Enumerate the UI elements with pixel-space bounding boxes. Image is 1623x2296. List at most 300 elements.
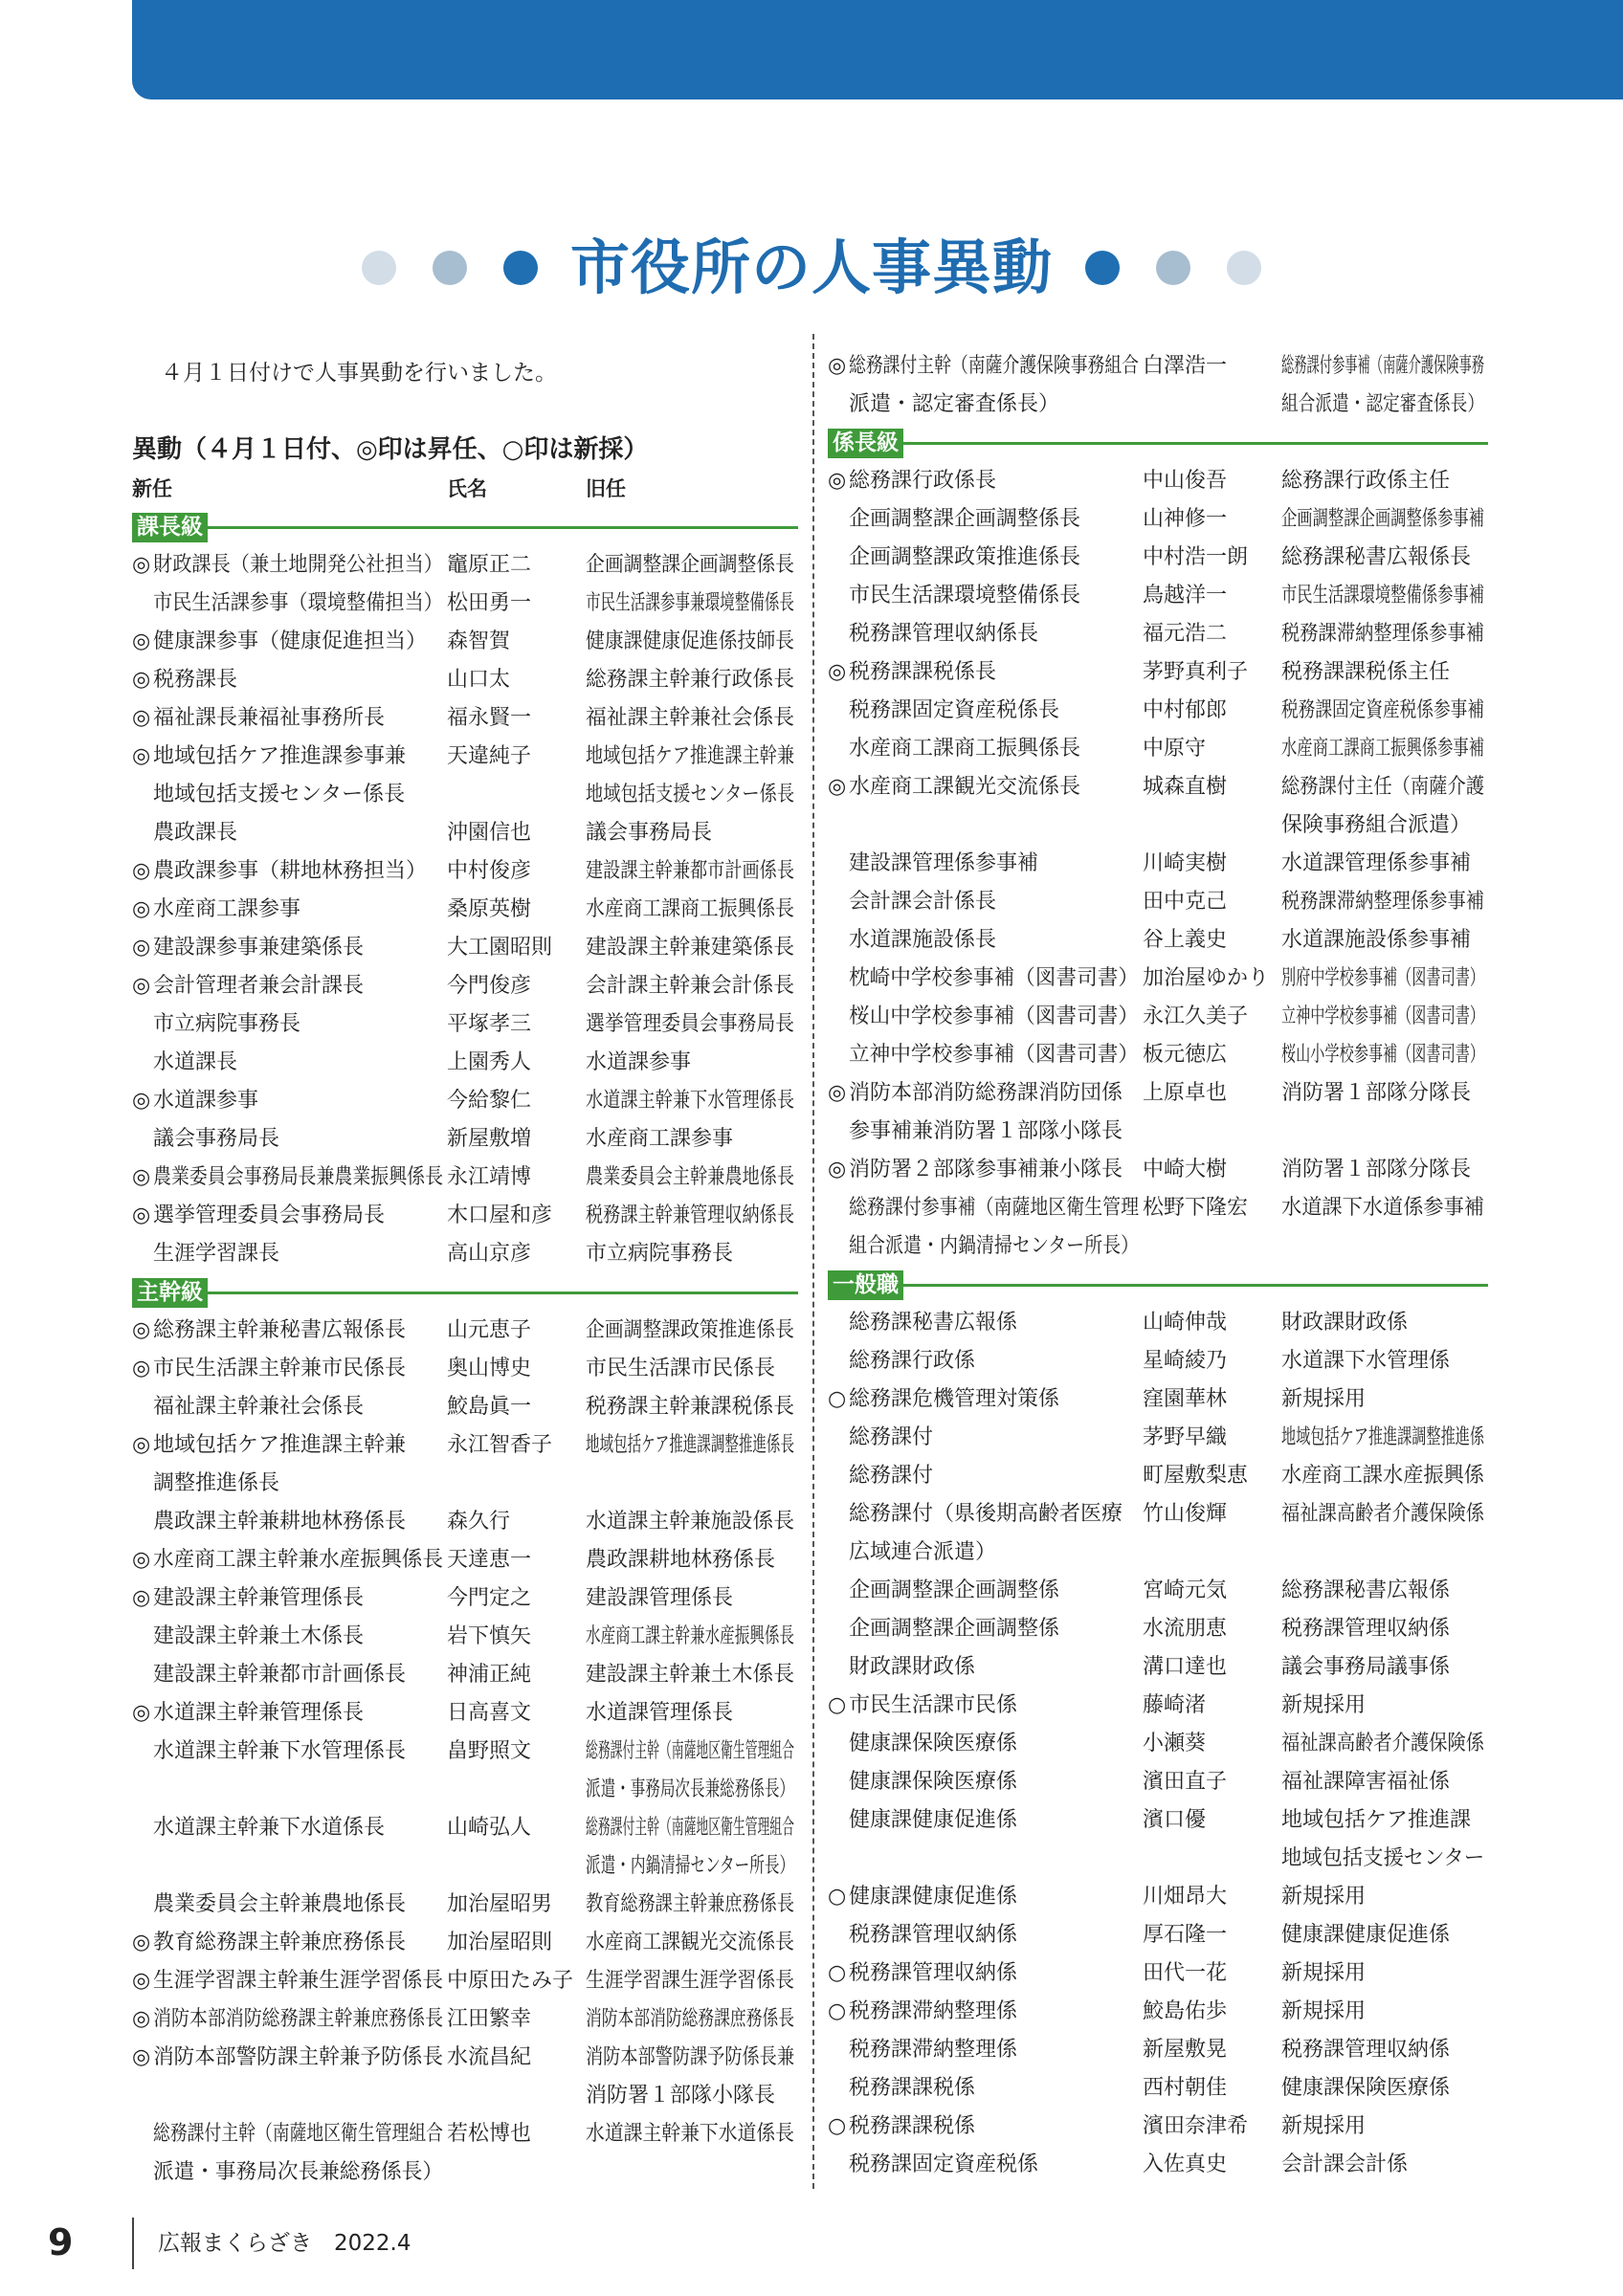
old-position-text: 企画調整課政策推進係長 xyxy=(586,1318,795,1342)
old-position-line xyxy=(586,738,798,776)
personnel-row xyxy=(132,1886,798,1924)
person-name: 中村俊彦 xyxy=(447,859,532,883)
new-position-text: 消防本部警防課主幹兼予防係長 xyxy=(153,2045,444,2069)
new-position-text: 教育総務課主幹兼庶務係長 xyxy=(153,1931,407,1954)
new-position-line xyxy=(828,1457,1143,1495)
old-position-line xyxy=(1281,2069,1488,2108)
old-position-line xyxy=(1281,1304,1488,1342)
name-line xyxy=(1143,1342,1281,1380)
new-position-line xyxy=(132,1924,447,1962)
person-name: 加治屋ゆかり xyxy=(1143,966,1270,990)
old-position-text: 水道課管理係参事補 xyxy=(1281,851,1472,875)
name-line xyxy=(447,1159,586,1197)
old-position-text: 地域包括ケア推進課 xyxy=(1281,1808,1472,1832)
name xyxy=(1143,1457,1281,1495)
new-position xyxy=(132,623,447,661)
old-position-text: 福祉課障害福祉係 xyxy=(1281,1770,1451,1794)
old-position-text: 地域包括支援センター xyxy=(1281,1846,1485,1870)
name xyxy=(1143,768,1281,806)
personnel-row xyxy=(828,1342,1488,1380)
old-position-text: 税務課管理収納係 xyxy=(1281,1617,1451,1641)
new-position xyxy=(132,1656,447,1694)
person-name: 木口屋和彦 xyxy=(447,1203,553,1227)
old-position xyxy=(1281,1380,1488,1419)
rank-mark: ○ xyxy=(828,1387,847,1411)
personnel-row xyxy=(132,1082,798,1120)
old-position xyxy=(1281,1993,1488,2031)
personnel-row xyxy=(828,845,1488,883)
name-line xyxy=(447,1082,586,1120)
old-position-line xyxy=(1281,960,1488,998)
old-position xyxy=(1281,2069,1488,2108)
old-position xyxy=(586,1044,798,1082)
old-position-line xyxy=(586,929,798,967)
old-position xyxy=(1281,500,1488,539)
old-position xyxy=(1281,1342,1488,1380)
personnel-row xyxy=(828,653,1488,692)
personnel-row xyxy=(828,1954,1488,1993)
name xyxy=(447,623,586,661)
person-name: 永江智香子 xyxy=(447,1433,553,1457)
new-position-text: 農業委員会事務局長兼農業振興係長 xyxy=(153,1165,444,1189)
personnel-row xyxy=(828,539,1488,577)
new-position-line xyxy=(132,852,447,891)
old-position-text: 会計課主幹兼会計係長 xyxy=(586,974,795,998)
name xyxy=(1143,1878,1281,1916)
old-position-text: 税務課主幹兼課税係長 xyxy=(586,1395,795,1419)
new-position-text: 健康課健康促進係 xyxy=(849,1885,1018,1909)
old-position-line xyxy=(586,1886,798,1924)
column-header-new: 新任 xyxy=(132,477,172,500)
name xyxy=(1143,1801,1281,1840)
title-dot-icon xyxy=(1085,251,1120,285)
new-position-line xyxy=(132,2153,447,2192)
new-position xyxy=(132,1962,447,2000)
new-position xyxy=(132,1541,447,1579)
new-position-text: 参事補兼消防署１部隊小隊長 xyxy=(849,1119,1123,1143)
new-position-text: 農政課参事（耕地林務担当） xyxy=(153,859,428,883)
personnel-row xyxy=(828,615,1488,653)
new-position-text: 総務課付参事補（南薩地区衛生管理 xyxy=(849,1196,1140,1220)
name xyxy=(1143,1342,1281,1380)
person-name: 桑原英樹 xyxy=(447,897,532,921)
name xyxy=(1143,692,1281,730)
new-position-line xyxy=(828,2146,1143,2184)
new-position-text: 総務課主幹兼秘書広報係長 xyxy=(153,1318,407,1342)
new-position-text: 税務課固定資産税係長 xyxy=(849,698,1060,722)
personnel-row xyxy=(828,577,1488,615)
personnel-row xyxy=(132,1312,798,1350)
person-name: 鮫島佑歩 xyxy=(1143,1999,1228,2023)
name xyxy=(447,1694,586,1733)
new-position-text: 財政課財政係 xyxy=(849,1655,976,1679)
new-position-text: 水道課参事 xyxy=(153,1089,259,1113)
old-position xyxy=(586,1618,798,1656)
new-position-line xyxy=(132,776,447,814)
new-position xyxy=(132,814,447,852)
rank-mark: ◎ xyxy=(132,936,151,960)
name-line xyxy=(1143,1993,1281,2031)
new-position xyxy=(828,1916,1143,1954)
name xyxy=(1143,653,1281,692)
name xyxy=(447,1733,586,1771)
name xyxy=(447,661,586,699)
old-position-line xyxy=(1281,539,1488,577)
new-position xyxy=(132,1503,447,1541)
new-position-line xyxy=(132,929,447,967)
old-position-line xyxy=(586,1847,798,1886)
old-position-line xyxy=(1281,1380,1488,1419)
person-name: 加治屋昭則 xyxy=(447,1931,553,1954)
name-line xyxy=(1143,960,1281,998)
old-position-text: 建設課管理係長 xyxy=(586,1586,734,1610)
person-name: 奥山博史 xyxy=(447,1357,532,1380)
new-position xyxy=(132,1618,447,1656)
section-header xyxy=(828,1266,1488,1304)
old-position-text: 市民生活課参事兼環境整備係長 xyxy=(586,591,795,615)
new-position-text: 市民生活課環境整備係長 xyxy=(849,584,1081,607)
section-label: 主幹級 xyxy=(132,1278,208,1308)
personnel-row xyxy=(132,1733,798,1809)
old-position-text: 会計課会計係 xyxy=(1281,2152,1409,2176)
old-position-line xyxy=(586,1044,798,1082)
personnel-row xyxy=(828,1074,1488,1151)
name xyxy=(447,1120,586,1159)
name xyxy=(447,1886,586,1924)
old-position xyxy=(586,852,798,891)
name-line xyxy=(447,738,586,776)
rank-mark: ○ xyxy=(828,1885,847,1909)
new-position-text: 議会事務局長 xyxy=(153,1127,280,1151)
personnel-row xyxy=(828,1610,1488,1648)
new-position-line xyxy=(828,960,1143,998)
personnel-row xyxy=(132,546,798,585)
rank-mark: ◎ xyxy=(828,354,847,378)
old-position xyxy=(1281,1763,1488,1801)
new-position-line xyxy=(828,2031,1143,2069)
personnel-row xyxy=(132,1235,798,1273)
rank-mark: ◎ xyxy=(132,1433,151,1457)
new-position-text: 税務課管理収納係 xyxy=(849,1961,1018,1985)
new-position-text: 桜山中学校参事補（図書司書） xyxy=(849,1004,1140,1028)
name-line xyxy=(1143,998,1281,1036)
personnel-row xyxy=(132,814,798,852)
name xyxy=(1143,1074,1281,1113)
name xyxy=(447,1426,586,1465)
old-position xyxy=(586,1733,798,1809)
old-position-text: 地域包括ケア推進課調整推進係 xyxy=(1281,1425,1485,1449)
personnel-row xyxy=(828,1572,1488,1610)
new-position-text: 税務課長 xyxy=(153,668,238,692)
new-position-text: 市立病院事務長 xyxy=(153,1012,301,1036)
old-position-text: 新規採用 xyxy=(1281,1693,1367,1717)
new-position-line xyxy=(828,1572,1143,1610)
new-position-text: 農政課主幹兼耕地林務係長 xyxy=(153,1510,407,1534)
person-name: 宮崎元気 xyxy=(1143,1578,1228,1602)
legend-heading: 異動（４月１日付、◎印は昇任、○印は新採） xyxy=(132,435,649,464)
new-position-text: 地域包括ケア推進課主幹兼 xyxy=(153,1433,407,1457)
new-position xyxy=(828,1419,1143,1457)
old-position xyxy=(1281,692,1488,730)
new-position-text: 会計課会計係長 xyxy=(849,890,997,914)
new-position xyxy=(828,960,1143,998)
new-position xyxy=(828,1495,1143,1572)
old-position xyxy=(1281,1572,1488,1610)
person-name: 中崎大樹 xyxy=(1143,1158,1228,1181)
new-position xyxy=(132,2115,447,2192)
old-position-text: 市立病院事務長 xyxy=(586,1242,734,1266)
old-position xyxy=(586,585,798,623)
name-line xyxy=(1143,2108,1281,2146)
new-position xyxy=(828,1878,1143,1916)
name-line xyxy=(1143,2146,1281,2184)
old-position-line xyxy=(1281,921,1488,960)
old-position-text: 企画調整課企画調整係参事補 xyxy=(1281,507,1485,531)
new-position-line xyxy=(132,1005,447,1044)
old-position-line xyxy=(586,1235,798,1273)
old-position-line xyxy=(586,891,798,929)
footer-divider xyxy=(132,2218,134,2269)
name xyxy=(1143,539,1281,577)
old-position-line xyxy=(1281,1916,1488,1954)
old-position-line xyxy=(586,2077,798,2115)
new-position xyxy=(828,1648,1143,1687)
personnel-row xyxy=(132,967,798,1005)
new-position-text: 水産商工課商工振興係長 xyxy=(849,737,1081,761)
new-position-line xyxy=(828,1648,1143,1687)
new-position-line xyxy=(132,1733,447,1771)
page-number: 9 xyxy=(48,2221,74,2263)
old-position-text: 総務課付主任（南薩介護 xyxy=(1281,775,1485,799)
name xyxy=(447,1388,586,1426)
rank-mark: ○ xyxy=(828,1961,847,1985)
publication-name: 広報まくらざき 2022.4 xyxy=(158,2231,411,2256)
old-position-text: 福祉課高齢者介護保険係 xyxy=(1281,1502,1485,1526)
old-position-line xyxy=(1281,2146,1488,2184)
rank-mark: ◎ xyxy=(132,1548,151,1572)
rank-mark: ◎ xyxy=(132,1969,151,1993)
old-position-line xyxy=(1281,1572,1488,1610)
new-position xyxy=(828,1074,1143,1151)
name-line xyxy=(447,1656,586,1694)
name-line xyxy=(1143,692,1281,730)
name-line xyxy=(447,1044,586,1082)
name-line xyxy=(1143,500,1281,539)
new-position-text: 総務課付主幹（南薩介護保険事務組合 xyxy=(849,354,1140,378)
new-position xyxy=(828,653,1143,692)
old-position-text: 水道課施設係参事補 xyxy=(1281,928,1472,952)
old-position-line xyxy=(1281,615,1488,653)
name-line xyxy=(447,699,586,738)
new-position xyxy=(132,967,447,1005)
name-line xyxy=(447,1579,586,1618)
new-position-line xyxy=(132,1235,447,1273)
personnel-row xyxy=(828,2108,1488,2146)
rank-mark: ◎ xyxy=(132,1318,151,1342)
new-position xyxy=(828,462,1143,500)
new-position-line xyxy=(828,1725,1143,1763)
old-position-line xyxy=(1281,845,1488,883)
name-line xyxy=(1143,347,1281,386)
person-name: 天達恵一 xyxy=(447,1548,532,1572)
old-position-text: 組合派遣・認定審査係長） xyxy=(1281,392,1485,416)
name-line xyxy=(1143,1380,1281,1419)
new-position xyxy=(828,1687,1143,1725)
new-position-line xyxy=(828,1878,1143,1916)
new-position-text: 地域包括ケア推進課参事兼 xyxy=(153,744,407,768)
person-name: 濱田直子 xyxy=(1143,1770,1228,1794)
name xyxy=(447,1005,586,1044)
new-position xyxy=(132,852,447,891)
personnel-row xyxy=(828,2031,1488,2069)
personnel-row xyxy=(828,347,1488,424)
person-name: 濱田奈津希 xyxy=(1143,2114,1249,2138)
new-position xyxy=(132,1159,447,1197)
old-position xyxy=(1281,1074,1488,1113)
name xyxy=(1143,1916,1281,1954)
new-position xyxy=(828,1610,1143,1648)
personnel-row xyxy=(828,1457,1488,1495)
new-position-text: 市民生活課市民係 xyxy=(849,1693,1018,1717)
name xyxy=(1143,1648,1281,1687)
rank-mark: ◎ xyxy=(132,2045,151,2069)
person-name: 永江靖博 xyxy=(447,1165,532,1189)
old-position-text: 水産商工課観光交流係長 xyxy=(586,1931,795,1954)
old-position-text: 立神中学校参事補（図書司書） xyxy=(1281,1004,1485,1028)
old-position-text: 水産商工課商工振興係長 xyxy=(586,897,795,921)
old-position xyxy=(586,1120,798,1159)
new-position-text: 水産商工課主幹兼水産振興係長 xyxy=(153,1548,444,1572)
old-position-text: 総務課付主幹（南薩地区衛生管理組合 xyxy=(586,1739,795,1763)
name-line xyxy=(447,1694,586,1733)
new-position-text: 税務課滞納整理係 xyxy=(849,1999,1018,2023)
new-position-line xyxy=(828,653,1143,692)
new-position-line xyxy=(132,661,447,699)
old-position-text: 水道課下水道係参事補 xyxy=(1281,1196,1485,1220)
person-name: 中原守 xyxy=(1143,737,1207,761)
person-name: 溝口達也 xyxy=(1143,1655,1228,1679)
new-position-line xyxy=(132,1618,447,1656)
new-position xyxy=(132,929,447,967)
name-line xyxy=(447,967,586,1005)
new-position-text: 調整推進係長 xyxy=(153,1471,280,1495)
old-position-line xyxy=(1281,500,1488,539)
personnel-row xyxy=(132,1350,798,1388)
new-position-line xyxy=(828,2108,1143,2146)
new-position-text: 地域包括支援センター係長 xyxy=(153,783,406,806)
new-position-line xyxy=(828,1534,1143,1572)
old-position-text: 水産商工課商工振興係参事補 xyxy=(1281,737,1485,761)
page-title-row xyxy=(0,230,1623,306)
new-position-text: 健康課保険医療係 xyxy=(849,1770,1018,1794)
name-line xyxy=(1143,1189,1281,1227)
new-position-text: 福祉課主幹兼社会係長 xyxy=(153,1395,365,1419)
name xyxy=(447,1924,586,1962)
personnel-row xyxy=(828,1878,1488,1916)
new-position xyxy=(132,699,447,738)
new-position-text: 税務課固定資産税係 xyxy=(849,2152,1039,2176)
new-position xyxy=(828,500,1143,539)
old-position-line xyxy=(1281,768,1488,806)
old-position-text: 税務課主幹兼管理収納係長 xyxy=(586,1203,795,1227)
name-line xyxy=(1143,1036,1281,1074)
personnel-row xyxy=(132,1579,798,1618)
old-position xyxy=(1281,539,1488,577)
person-name: 山神修一 xyxy=(1143,507,1228,531)
old-position-text: 水産商工課水産振興係 xyxy=(1281,1464,1485,1488)
old-position-line xyxy=(1281,1878,1488,1916)
new-position-line xyxy=(828,462,1143,500)
old-position-line xyxy=(586,1924,798,1962)
old-position xyxy=(1281,1610,1488,1648)
old-position-line xyxy=(586,2039,798,2077)
name-line xyxy=(1143,1610,1281,1648)
personnel-row xyxy=(132,1197,798,1235)
old-position xyxy=(1281,768,1488,845)
name xyxy=(1143,1954,1281,1993)
section-rule xyxy=(903,442,1488,445)
new-position-text: 建設課主幹兼管理係長 xyxy=(153,1586,365,1610)
old-position-text: 議会事務局長 xyxy=(586,821,713,845)
new-position-text: 農業委員会主幹兼農地係長 xyxy=(153,1892,407,1916)
name-line xyxy=(447,1350,586,1388)
old-position-text: 派遣・内鍋清掃センター所長） xyxy=(586,1854,795,1878)
new-position-line xyxy=(132,1503,447,1541)
person-name: 神浦正純 xyxy=(447,1663,532,1687)
name-line xyxy=(1143,539,1281,577)
old-position-text: 税務課固定資産税係参事補 xyxy=(1281,698,1485,722)
old-position-line xyxy=(1281,653,1488,692)
personnel-row xyxy=(828,1495,1488,1572)
rank-mark: ◎ xyxy=(132,897,151,921)
old-position-line xyxy=(1281,1151,1488,1189)
new-position xyxy=(132,1044,447,1082)
new-position-line xyxy=(828,1380,1143,1419)
new-position xyxy=(132,1733,447,1771)
name xyxy=(447,1579,586,1618)
old-position-line xyxy=(586,967,798,1005)
left-column xyxy=(132,508,798,2192)
person-name: 中山俊吾 xyxy=(1143,469,1228,493)
old-position-text: 桜山小学校参事補（図書司書） xyxy=(1281,1043,1485,1067)
new-position-line xyxy=(828,1304,1143,1342)
old-position-line xyxy=(1281,1801,1488,1840)
new-position-text: 消防本部消防総務課消防団係 xyxy=(849,1081,1123,1105)
personnel-row xyxy=(132,852,798,891)
person-name: 山崎伸哉 xyxy=(1143,1311,1228,1335)
person-name: 谷上義史 xyxy=(1143,928,1228,952)
old-position xyxy=(586,1005,798,1044)
name xyxy=(447,1235,586,1273)
old-position-text: 新規採用 xyxy=(1281,1885,1367,1909)
old-position-line xyxy=(1281,1610,1488,1648)
old-position-text: 財政課財政係 xyxy=(1281,1311,1409,1335)
new-position-line xyxy=(132,1886,447,1924)
old-position-line xyxy=(1281,1687,1488,1725)
person-name: 中村郁郎 xyxy=(1143,698,1228,722)
old-position-text: 消防署１部隊分隊長 xyxy=(1281,1158,1472,1181)
name xyxy=(447,1350,586,1388)
new-position-text: 市民生活課参事（環境整備担当） xyxy=(153,591,444,615)
person-name: 小瀬葵 xyxy=(1143,1732,1207,1755)
name-line xyxy=(1143,1151,1281,1189)
new-position xyxy=(132,891,447,929)
new-position-line xyxy=(828,1113,1143,1151)
old-position xyxy=(586,1235,798,1273)
old-position xyxy=(586,1503,798,1541)
personnel-row xyxy=(828,1725,1488,1763)
person-name: 田中克己 xyxy=(1143,890,1228,914)
